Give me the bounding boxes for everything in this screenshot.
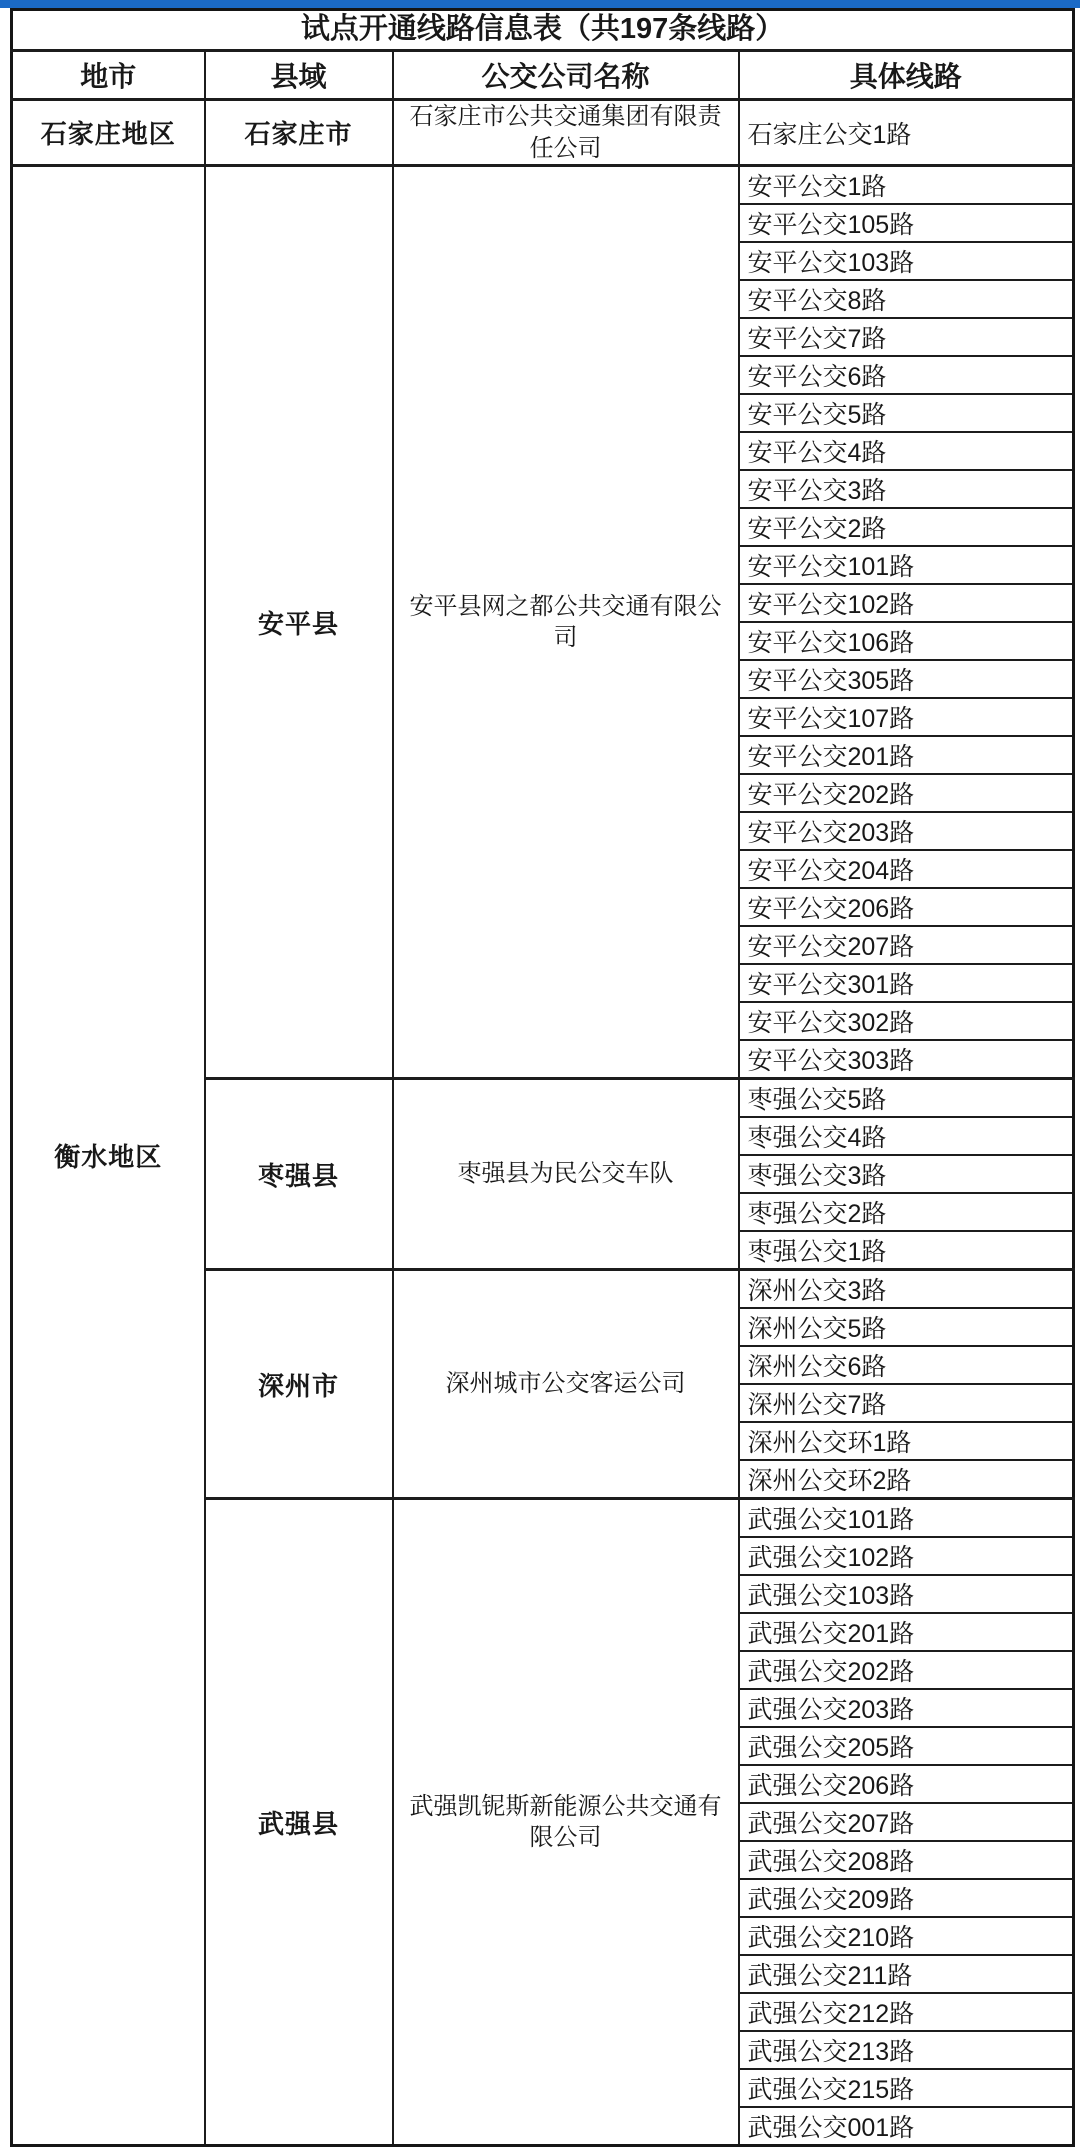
route-cell: 深州公交7路 bbox=[739, 1384, 1074, 1422]
route-cell: 安平公交305路 bbox=[739, 660, 1074, 698]
table-container bbox=[10, 8, 1072, 2147]
route-cell: 武强公交210路 bbox=[739, 1917, 1074, 1955]
route-cell: 深州公交5路 bbox=[739, 1308, 1074, 1346]
county-cell: 枣强县 bbox=[205, 1079, 393, 1270]
route-cell: 武强公交212路 bbox=[739, 1993, 1074, 2031]
route-cell: 安平公交202路 bbox=[739, 774, 1074, 812]
city-cell: 衡水地区 bbox=[12, 166, 205, 2146]
route-cell: 安平公交5路 bbox=[739, 394, 1074, 432]
route-cell: 安平公交6路 bbox=[739, 356, 1074, 394]
route-cell: 安平公交204路 bbox=[739, 850, 1074, 888]
route-cell: 安平公交101路 bbox=[739, 546, 1074, 584]
route-cell: 安平公交3路 bbox=[739, 470, 1074, 508]
county-cell: 石家庄市 bbox=[205, 100, 393, 166]
route-cell: 枣强公交4路 bbox=[739, 1117, 1074, 1155]
route-cell: 武强公交211路 bbox=[739, 1955, 1074, 1993]
route-cell: 安平公交103路 bbox=[739, 242, 1074, 280]
route-cell: 深州公交3路 bbox=[739, 1270, 1074, 1309]
route-cell: 安平公交107路 bbox=[739, 698, 1074, 736]
table-header-row bbox=[12, 51, 1074, 100]
company-cell: 枣强县为民公交车队 bbox=[393, 1079, 739, 1270]
route-cell: 安平公交2路 bbox=[739, 508, 1074, 546]
route-cell: 武强公交101路 bbox=[739, 1499, 1074, 1538]
county-cell: 深州市 bbox=[205, 1270, 393, 1499]
company-cell: 安平县网之都公共交通有限公司 bbox=[393, 166, 739, 1079]
route-cell: 安平公交301路 bbox=[739, 964, 1074, 1002]
route-cell: 深州公交6路 bbox=[739, 1346, 1074, 1384]
route-cell: 石家庄公交1路 bbox=[739, 100, 1074, 166]
county-cell: 安平县 bbox=[205, 166, 393, 1079]
route-cell: 安平公交106路 bbox=[739, 622, 1074, 660]
route-cell: 深州公交环1路 bbox=[739, 1422, 1074, 1460]
route-cell: 武强公交205路 bbox=[739, 1727, 1074, 1765]
table-row bbox=[12, 166, 1074, 205]
company-cell: 深州城市公交客运公司 bbox=[393, 1270, 739, 1499]
route-cell: 安平公交203路 bbox=[739, 812, 1074, 850]
route-cell: 安平公交102路 bbox=[739, 584, 1074, 622]
route-cell: 安平公交8路 bbox=[739, 280, 1074, 318]
route-cell: 武强公交202路 bbox=[739, 1651, 1074, 1689]
route-cell: 武强公交209路 bbox=[739, 1879, 1074, 1917]
header-county: 县域 bbox=[205, 51, 393, 100]
route-cell: 武强公交208路 bbox=[739, 1841, 1074, 1879]
city-cell: 石家庄地区 bbox=[12, 100, 205, 166]
route-cell: 武强公交215路 bbox=[739, 2069, 1074, 2107]
route-cell: 安平公交201路 bbox=[739, 736, 1074, 774]
table-title-row bbox=[12, 10, 1074, 51]
route-cell: 武强公交213路 bbox=[739, 2031, 1074, 2069]
header-routes: 具体线路 bbox=[739, 51, 1074, 100]
header-company: 公交公司名称 bbox=[393, 51, 739, 100]
county-cell: 武强县 bbox=[205, 1499, 393, 2146]
table-row bbox=[12, 100, 1074, 166]
route-cell: 武强公交201路 bbox=[739, 1613, 1074, 1651]
route-cell: 武强公交102路 bbox=[739, 1537, 1074, 1575]
company-cell: 武强凯铌斯新能源公共交通有限公司 bbox=[393, 1499, 739, 2146]
route-cell: 武强公交206路 bbox=[739, 1765, 1074, 1803]
top-accent-bar bbox=[0, 0, 1080, 8]
route-cell: 深州公交环2路 bbox=[739, 1460, 1074, 1499]
route-cell: 枣强公交2路 bbox=[739, 1193, 1074, 1231]
table-title: 试点开通线路信息表（共197条线路） bbox=[12, 10, 1074, 51]
route-cell: 枣强公交1路 bbox=[739, 1231, 1074, 1270]
route-cell: 安平公交105路 bbox=[739, 204, 1074, 242]
route-cell: 武强公交103路 bbox=[739, 1575, 1074, 1613]
route-cell: 武强公交203路 bbox=[739, 1689, 1074, 1727]
route-cell: 安平公交7路 bbox=[739, 318, 1074, 356]
route-cell: 枣强公交3路 bbox=[739, 1155, 1074, 1193]
route-cell: 安平公交207路 bbox=[739, 926, 1074, 964]
routes-table-body bbox=[12, 100, 1074, 2146]
company-cell: 石家庄市公共交通集团有限责任公司 bbox=[393, 100, 739, 166]
route-cell: 安平公交4路 bbox=[739, 432, 1074, 470]
routes-table bbox=[10, 8, 1075, 2147]
route-cell: 安平公交302路 bbox=[739, 1002, 1074, 1040]
route-cell: 安平公交206路 bbox=[739, 888, 1074, 926]
route-cell: 枣强公交5路 bbox=[739, 1079, 1074, 1118]
route-cell: 武强公交001路 bbox=[739, 2107, 1074, 2146]
header-city: 地市 bbox=[12, 51, 205, 100]
route-cell: 安平公交1路 bbox=[739, 166, 1074, 205]
route-cell: 安平公交303路 bbox=[739, 1040, 1074, 1079]
route-cell: 武强公交207路 bbox=[739, 1803, 1074, 1841]
